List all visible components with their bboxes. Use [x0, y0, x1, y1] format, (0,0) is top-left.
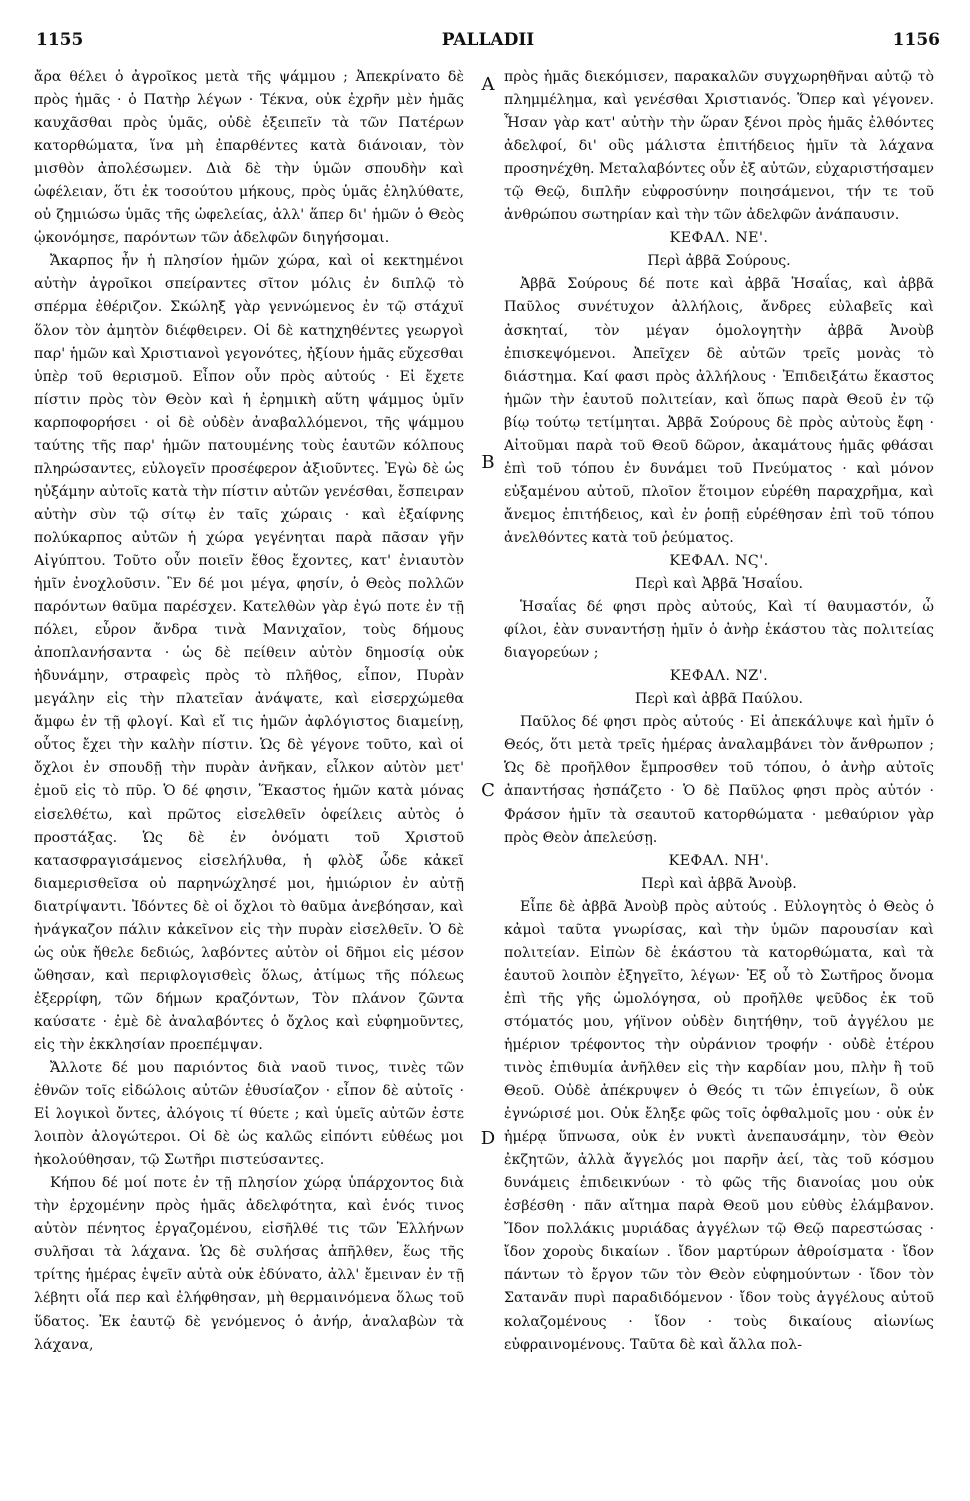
right-page-number: 1156: [892, 30, 940, 50]
margin-marker-c: C: [481, 780, 495, 801]
paragraph: Εἶπε δὲ ἀββᾶ Ἀνοὺβ πρὸς αὐτούς . Εὐλογητὸς ὁ Θεὸς ὁ κἀμοὶ ταῦτα γνωρίσας, καὶ τὴν ὑμῶν παρουσίαν καὶ πολιτείαν. Εἰπὼν δὲ ἑκάστου τὰ κατορθώματα, καὶ τὰ ἑαυτοῦ λοιπὸν ἐξηγεῖτο, λέγων· Ἐξ οὗ τὸ Σωτῆρος ὄνομα ἐπὶ τῆς γῆς ὡμολόγησα, οὐ προῆλθε ψεῦδος ἐκ τοῦ στόματός μου, γήϊνον οὐδὲν διητήθην, τοῦ ἀγγέλου με ἡμέριον τρέφοντος τὴν οὐράνιον τροφήν · οὐδὲ ἑτέρου τινὸς ἐπιθυμία ἀνῆλθεν εἰς τὴν καρδίαν μου, πλὴν ἢ τοῦ Θεοῦ. Οὐδὲ ἀπέκρυψεν ὁ Θεός τι τῶν ἐπιγείων, ὃ οὐκ ἐγνώρισέ μοι. Οὐκ ἔληξε φῶς τοῖς ὀφθαλμοῖς μου · οὐκ ἐν ἡμέρᾳ ὕπνωσα, οὐκ ἐν νυκτὶ ἀνεπαυσάμην, τὸν Θεὸν ἐκζητῶν, ἀλλὰ ἄγγελός μοι παρῆν ἀεί, τὰς τοῦ κόσμου δυνάμεις ἐπιδεικνύων · τὸ φῶς τῆς διανοίας μου οὐκ ἐσβέσθη · πᾶν αἴτημα παρὰ Θεοῦ μου εὐθὺς ἐλάμβανον. Ἴδον πολλάκις μυριάδας ἀγγέλων τῷ Θεῷ παρεστώσας · ἴδον χοροὺς δικαίων . ἴδον μαρτύρων ἀθροίσματα · ἴδον πάντων τὸ ἔργον τῶν τὸν Θεὸν εὐφημούντων · ἴδον τὸν Σατανᾶν πυρὶ παραδιδόμενον · ἴδον τοὺς ἀγγέλους αὐτοῦ κολαζομένους · ἴδον · τοὺς δικαίους αἰωνίως εὐφραινομένους. Ταῦτα δὲ καὶ ἄλλα πολ-: [504, 898, 934, 1353]
left-column: [34, 66, 464, 1486]
paragraph: Ἄλλοτε δέ μου παριόντος διὰ ναοῦ τινος, τινὲς τῶν ἐθνῶν τοῖς εἰδώλοις αὐτῶν ἐθυσίαζον · εἶπον δὲ αὐτοῖς · Εἰ λογικοὶ ὄντες, ἀλόγοις τί θύετε ; καὶ ὑμεῖς αὐτῶν ἐστε λοιπὸν ἀλογώτεροι. Οἱ δὲ ὡς καλῶς εἰπόντι εὐθέως μοι ἠκολούθησαν, τῷ Σωτῆρι πιστεύσαντες.: [34, 1060, 464, 1169]
running-title: PALLADII: [441, 30, 535, 50]
margin-marker-a: A: [481, 74, 495, 95]
right-column: [504, 66, 934, 1486]
paragraph: πρὸς ἡμᾶς διεκόμισεν, παρακαλῶν συγχωρηθῆναι αὐτῷ τὸ πλημμέλημα, καὶ γενέσθαι Χριστιανός. Ὅπερ καὶ γέγονεν. Ἦσαν γὰρ κατ' αὐτὴν τὴν ὥραν ξένοι πρὸς ἡμᾶς ἐλθόντες ἀδελφοί, δι' οὓς μάλιστα ἐπιτήδειος ἡμῖν τὰ λάχανα προσηνέχθη. Μεταλαβόντες οὖν ἐξ αὐτῶν, εὐχαριστήσαμεν τῷ Θεῷ, διπλῆν εὐφροσύνην ποιησάμενοι, τήν τε τοῦ ἀνθρώπου σωτηρίαν καὶ τὴν τῶν ἀδελφῶν ἀνάπαυσιν.: [504, 69, 934, 224]
paragraph: Ἄκαρπος ἦν ἡ πλησίον ἡμῶν χώρα, καὶ οἱ κεκτημένοι αὐτὴν ἀγροῖκοι σπείραντες σῖτον μόλις ἐν διπλῷ τὸ σπέρμα ἐθέριζον. Σκώληξ γὰρ γεννώμενος ἐν τῷ στάχυϊ ὅλον τὸν ἀμητὸν διέφθειρεν. Οἱ δὲ κατηχηθέντες γεωργοὶ παρ' ἡμῶν καὶ Χριστιανοὶ γεγονότες, ἠξίουν ἡμᾶς εὔχεσθαι ὑπὲρ τοῦ θερισμοῦ. Εἶπον οὖν πρὸς αὐτούς · Εἰ ἔχετε πίστιν πρὸς τὸν Θεὸν καὶ ἡ ἐρημικὴ αὕτη ψάμμος ὑμῖν καρποφορήσει · οἱ δὲ οὐδὲν ἀναβαλλόμενοι, τῆς ψάμμου ταύτης τῆς παρ' ἡμῶν πατουμένης τοὺς ἑαυτῶν κόλπους πληρώσαντες, εὐλογεῖν προσέφερον ἀξιοῦντες. Ἐγὼ δὲ ὡς ηὐξάμην αὐτοῖς κατὰ τὴν πίστιν αὐτῶν γενέσθαι, ἔσπειραν αὐτὴν σὺν τῷ σίτῳ ἐν ταῖς χώραις · καὶ ἐξαίφνης πολύκαρπος αὐτῶν ἡ χώρα γεγένηται παρὰ πᾶσαν γῆν Αἰγύπτου. Τοῦτο οὖν ποιεῖν ἔθος ἔχοντες, κατ' ἐνιαυτὸν ἡμῖν ἐνοχλοῦσιν. Ἓν δέ μοι μέγα, φησίν, ὁ Θεὸς πολλῶν παρόντων θαῦμα παρέσχεν. Κατελθὼν γὰρ ἐγώ ποτε ἐν τῇ πόλει, εὗρον ἄνδρα τινὰ Μανιχαῖον, τοὺς δήμους ἀποπλανήσαντα · ὡς δὲ πείθειν αὐτὸν δημοσίᾳ οὐκ ἠδυνάμην, στραφεὶς πρὸς τὸ πλῆθος, εἶπον, Πυρὰν μεγάλην εἰς τὴν πλατεῖαν ἀνάψατε, καὶ εἰσερχώμεθα ἄμφω ἐν τῇ φλογί. Καὶ εἴ τις ἡμῶν ἀφλόγιστος διαμείνῃ, οὗτος ἔχει τὴν καλὴν πίστιν. Ὡς δὲ γέγονε τοῦτο, καὶ οἱ ὄχλοι ἐν σπουδῇ τὴν πυρὰν ἀνῆκαν, εἷλκον αὐτὸν μετ' ἐμοῦ εἰς τὸ πῦρ. Ὁ δέ φησιν, Ἕκαστος ἡμῶν κατὰ μόνας εἰσελθέτω, καὶ πρῶτος εἰσελθεῖν ὀφείλεις αὐτὸς ὁ προστάξας. Ὡς δὲ ἐν ὀνόματι τοῦ Χριστοῦ κατασφραγισάμενος εἰσελήλυθα, ἡ φλὸξ ὧδε κἀκεῖ διαμερισθεῖσα οὐ παρηνώχλησέ μοι, ἡμιώριον ἐν αὐτῇ διατρίψαντι. Ἰδόντες δὲ οἱ ὄχλοι τὸ θαῦμα ἀνεβόησαν, καὶ ἠνάγκαζον πάλιν κἀκεῖνον εἰς τὴν πυρὰν εἰσελθεῖν. Ὁ δὲ ὡς οὐκ ἤθελε δεδιώς, λαβόντες αὐτὸν οἱ δῆμοι εἰς μέσον ὤθησαν, καὶ περιφλογισθεὶς ὅλως, ἀτίμως τῆς πόλεως ἐξερρίφη, τῶν δήμων κραζόντων, Τὸν πλάνον ζῶντα καύσατε · ἐμὲ δὲ ἀναλαβόντες ὁ ὄχλος καὶ εὐφημοῦντες, εἰς τὴν ἐκκλησίαν προεπέμψαν.: [34, 253, 464, 1053]
chapter-heading: ΚΕΦΑΛ. ΝΗ'.: [668, 852, 770, 869]
paragraph: Ἀββᾶ Σούρους δέ ποτε καὶ ἀββᾶ Ἡσαΐας, καὶ ἀββᾶ Παῦλος συνέτυχον ἀλλήλοις, ἄνδρες εὐλαβεῖς καὶ ἀσκηταί, τὸν μέγαν ὁμολογητὴν ἀββᾶ Ἀνοὺβ ἐπισκεψόμενοι. Ἀπεῖχεν δὲ αὐτῶν τρεῖς μονὰς τὸ διάστημα. Καί φασι πρὸς ἀλλήλους · Ἐπιδειξάτω ἕκαστος ἡμῶν τὴν ἑαυτοῦ πολιτείαν, καὶ ὅπως παρὰ Θεοῦ ἐν τῷ βίῳ τούτῳ τετίμηται. Ἀββᾶ Σούρους δὲ πρὸς αὐτοὺς ἔφη · Αἰτοῦμαι παρὰ τοῦ Θεοῦ δῶρον, ἀκαμάτους ἡμᾶς φθάσαι ἐπὶ τοῦ τόπου ἐν δυνάμει τοῦ Πνεύματος · καὶ μόνον εὐξαμένου αὐτοῦ, πλοῖον ἕτοιμον εὑρέθη παραχρῆμα, καὶ ἄνεμος ἐπιτήδειος, καὶ ἐν ῥοπῇ εὑρέθησαν ἐπὶ τοῦ τόπου ἀνελθόντες κατὰ τοῦ ῥεύματος.: [504, 276, 934, 546]
chapter-heading: ΚΕΦΑΛ. ΝϚ'.: [669, 552, 769, 569]
chapter-subtitle: Περὶ καὶ Ἀββᾶ Ἡσαΐου.: [635, 576, 803, 593]
paragraph: Παῦλος δέ φησι πρὸς αὐτούς · Εἰ ἀπεκάλυψε καὶ ἡμῖν ὁ Θεός, ὅτι μετὰ τρεῖς ἡμέρας ἀναλαμβάνει τὸν ἄνθρωπον ; Ὡς δὲ προῆλθον ἔμπροσθεν τοῦ τόπου, ὁ ἀνὴρ αὐτοῖς ἀπαντήσας ἠσπάζετο · Ὁ δὲ Παῦλος φησι πρὸς αὐτόν · Φράσον ἡμῖν τὰ σεαυτοῦ κατορθώματα · μεθαύριον γὰρ πρὸς Θεὸν ἀπελεύσῃ.: [504, 714, 934, 846]
page-header: [36, 30, 940, 56]
paragraph: Κήπου δέ μοί ποτε ἐν τῇ πλησίον χώρᾳ ὑπάρχοντος διὰ τὴν ἐρχομένην πρὸς ἡμᾶς ἀδελφότητα, καὶ ἑνός τινος αὐτὸν πένητος ἐργαζομένου, εἰσῆλθέ τις τῶν Ἑλλήνων συλῆσαι τὰ λάχανα. Ὡς δὲ συλήσας ἀπῆλθεν, ἕως τῆς τρίτης ἡμέρας ἑψεῖν αὐτὰ οὐκ ἐδύνατο, ἀλλ' ἔμειναν ἐν τῇ λέβητι οἷά περ καὶ ἐλήφθησαν, μὴ θερμαινόμενα ὅλως τοῦ ὕδατος. Ἐκ ἑαυτῷ δὲ γενόμενος ὁ ἀνήρ, ἀναλαβὼν τὰ λάχανα,: [34, 1175, 464, 1353]
chapter-heading: ΚΕΦΑΛ. ΝΖ'.: [669, 668, 769, 685]
paragraph: Ἡσαΐας δέ φησι πρὸς αὐτούς, Καὶ τί θαυμαστόν, ὦ φίλοι, ἐὰν συναντήσῃ ἡμῖν ὁ ἀνὴρ ἑκάστου τὰς πολιτείας διαγορεύων ;: [504, 599, 934, 662]
chapter-heading: ΚΕΦΑΛ. ΝΕ'.: [669, 230, 769, 247]
chapter-subtitle: Περὶ καὶ ἀββᾶ Παύλου.: [635, 691, 803, 708]
chapter-subtitle: Περὶ καὶ ἀββᾶ Ἀνοὺβ.: [641, 875, 797, 892]
margin-marker-d: D: [480, 1128, 496, 1149]
paragraph: ἄρα θέλει ὁ ἀγροῖκος μετὰ τῆς ψάμμου ; Ἀπεκρίνατο δὲ πρὸς ἡμᾶς · ὁ Πατὴρ λέγων · Τέκνα, οὐκ ἐχρῆν μὲν ἡμᾶς καυχᾶσθαι πρὸς ὑμᾶς, οὐδὲ ἐξειπεῖν τὰ τῶν Πατέρων κατορθώματα, ἵνα μὴ ἐπαρθέντες κατὰ διάνοιαν, τὸν μισθὸν ἀπολέσωμεν. Διὰ δὲ τὴν ὑμῶν σπουδὴν καὶ ὠφέλειαν, ὅτι ἐκ τοσούτου μήκους, πρὸς ὑμᾶς ἐληλύθατε, οὐ ζημιώσω ὑμᾶς τῆς ὠφελείας, ἀλλ' ἅπερ δι' ἡμῶν ὁ Θεὸς ᾠκονόμησε, παρόντων τῶν ἀδελφῶν διηγήσομαι.: [34, 69, 464, 247]
margin-marker-b: B: [481, 452, 495, 473]
chapter-subtitle: Περὶ ἀββᾶ Σούρους.: [647, 253, 791, 270]
left-page-number: 1155: [36, 30, 84, 50]
